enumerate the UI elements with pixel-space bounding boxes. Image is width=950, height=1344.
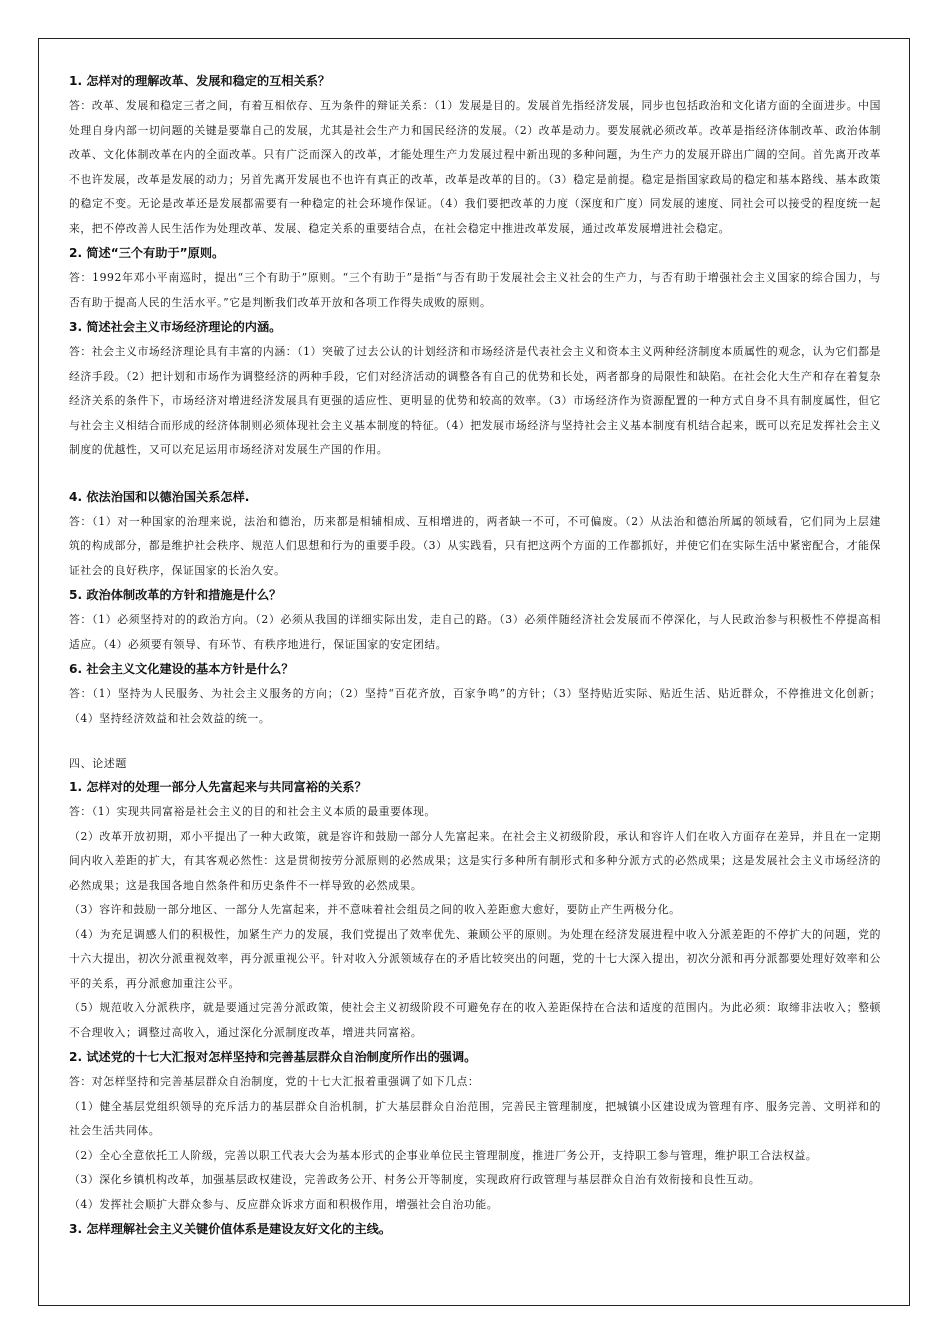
question-heading: 3. 怎样理解社会主义关键价值体系是建设友好文化的主线。	[69, 1222, 392, 1236]
answer-paragraph: 答：（1）对一种国家的治理来说，法治和德治，历来都是相辅相成、互相增进的，两者缺一不可，不可偏废。（2）从法治和德治所属的领域看，它们同为上层建筑的构成部分，都是维护社会秩序、规范人们思想和行为的重要手段。（3）从实践看，只有把这两个方面的工作都抓好，并使它们在实际生活中紧密配合，才能保证社会的良好秩序，保证国家的长治久安。	[69, 514, 881, 577]
document-body	[69, 69, 881, 1242]
spacer	[69, 731, 881, 753]
answer-paragraph: （2）全心全意依托工人阶级，完善以职工代表大会为基本形式的企事业单位民主管理制度，推进厂务公开，支持职工参与管理，维护职工合法权益。	[69, 1148, 818, 1162]
answer-paragraph: 答：1992年邓小平南巡时，提出“三个有助于”原则。“三个有助于”是指“与否有助于发展社会主义社会的生产力，与否有助于增强社会主义国家的综合国力，与否有助于提高人民的生活水平。”它是判断我们改革开放和各项工作得失成败的原则。	[69, 271, 881, 309]
question-heading: 5. 政治体制改革的方针和措施是什么？	[69, 588, 282, 602]
answer-paragraph: 答：（1）必须坚持对的的政治方向。（2）必须从我国的详细实际出发，走自己的路。（3）必须伴随经济社会发展而不停深化，与人民政治参与积极性不停提高相适应。（4）必须要有领导、有环节、有秩序地进行，保证国家的安定团结。	[69, 613, 881, 651]
answer-paragraph: 答：对怎样坚持和完善基层群众自治制度，党的十七大汇报着重强调了如下几点：	[69, 1075, 480, 1088]
answer-paragraph: （3）容许和鼓励一部分地区、一部分人先富起来，并不意味着社会组员之间的收入差距愈大愈好，要防止产生两极分化。	[69, 903, 681, 916]
answer-paragraph: 答：改革、发展和稳定三者之间，有着互相依存、互为条件的辩证关系：（1）发展是目的。发展首先指经济发展，同步也包括政治和文化诸方面的全面进步。中国处理自身内部一切问题的关键是要靠自己的发展，尤其是社会生产力和国民经济的发展。（2）改革是动力。要发展就必须改革。改革是指经济体制改革、政治体制改革、文化体制改革在内的全面改革。只有广泛而深入的改革，才能处理生产力发展过程中新出现的多种问题，为生产力的发展开辟出广阔的空间。首先离开改革不也许发展，改革是发展的动力；另首先离开发展也不也许有真正的改革，改革是改革的目的。（3）稳定是前提。稳定是指国家政局的稳定和基本路线、基本政策的稳定不变。无论是改革还是发展都需要有一种稳定的社会环境作保证。（4）我们要把改革的力度（深度和广度）同发展的速度、同社会可以接受的程度统一起来，把不停改善人民生活作为处理改革、发展、稳定关系的重要结合点，在社会稳定中推进改革发展，通过改革发展增进社会稳定。	[69, 99, 881, 235]
answer-paragraph: （3）深化乡镇机构改革，加强基层政权建设，完善政务公开、村务公开等制度，实现政府行政管理与基层群众自治有效衔接和良性互动。	[69, 1173, 761, 1186]
answer-paragraph: （1）健全基层党组织领导的充斥活力的基层群众自治机制，扩大基层群众自治范围，完善民主管理制度，把城镇小区建设成为管理有序、服务完善、文明祥和的社会生活共同体。	[69, 1099, 881, 1137]
answer-paragraph: （4）发挥社会顺扩大群众参与、反应群众诉求方面和积极作用，增强社会自治功能。	[69, 1197, 499, 1211]
section-heading: 四、论述题	[69, 757, 127, 770]
answer-paragraph: （2）改革开放初期，邓小平提出了一种大政策，就是容许和鼓励一部分人先富起来。在社会主义初级阶段，承认和容许人们在收入方面存在差异，并且在一定期间内收入差距的扩大，有其客观必然性：这是贯彻按劳分派原则的必然成果；这是实行多种所有制形式和多种分派方式的必然成果；这是发展社会主义市场经济的必然成果；这是我国各地自然条件和历史条件不一样导致的必然成果。	[69, 829, 881, 892]
question-heading: 6. 社会主义文化建设的基本方针是什么？	[69, 662, 294, 676]
answer-paragraph: （4）为充足调感人们的积极性，加紧生产力的发展，我们党提出了效率优先、兼顾公平的原则。为处理在经济发展进程中收入分派差距的不停扩大的问题，党的十六大提出，初次分派重视效率，再分派重视公平。针对收入分派领域存在的矛盾比较突出的问题，党的十七大深入提出，初次分派和再分派都要处理好效率和公平的关系，再分派愈加重注公平。	[69, 927, 881, 990]
page-border	[38, 38, 910, 1306]
answer-paragraph: 答：（1）实现共同富裕是社会主义的目的和社会主义本质的最重要体现。	[69, 805, 436, 818]
question-heading: 1. 怎样对的理解改革、发展和稳定的互相关系？	[69, 74, 331, 88]
answer-paragraph: 答：（1）坚持为人民服务、为社会主义服务的方向；（2）坚持“百花齐放，百家争鸣”的方针；（3）坚持贴近实际、贴近生活、贴近群众，不停推进文化创新；（4）坚持经济效益和社会效益的统一。	[69, 687, 881, 725]
document-blocks	[69, 73, 881, 1238]
question-heading: 4. 依法治国和以德治国关系怎样.	[69, 489, 250, 504]
question-heading: 3. 简述社会主义市场经济理论的内涵。	[69, 320, 282, 334]
answer-paragraph: 答：社会主义市场经济理论具有丰富的内涵：（1）突破了过去公认的计划经济和市场经济是代表社会主义和资本主义两种经济制度本质属性的观念，认为它们都是经济手段。（2）把计划和市场作为调整经济的两种手段，它们对经济活动的调整各有自己的优势和长处，两者都身的局限性和缺陷。在社会化大生产和存在着复杂经济关系的条件下，市场经济对增进经济发展具有更强的适应性、更明显的优势和较高的效率。（3）市场经济作为资源配置的一种方式自身不具有制度属性，但它与社会主义相结合而形成的经济体制则必须体现社会主义基本制度的特征。（4）把发展市场经济与坚持社会主义基本制度有机结合起来，既可以充足发挥社会主义制度的优越性，又可以充足运用市场经济对发展生产国的作用。	[69, 345, 881, 456]
question-heading: 2. 试述党的十七大汇报对怎样坚持和完善基层群众自治制度所作出的强调。	[69, 1050, 477, 1064]
question-heading: 1. 怎样对的处理一部分人先富起来与共同富裕的关系？	[69, 780, 367, 794]
spacer	[69, 463, 881, 485]
question-heading: 2. 简述“三个有助于”原则。	[69, 246, 225, 260]
answer-paragraph: （5）规范收入分派秩序，就是要通过完善分派政策，使社会主义初级阶段不可避免存在的收入差距保持在合法和适度的范围内。为此必须：取缔非法收入；整顿不合理收入；调整过高收入，通过深化分派制度改革，增进共同富裕。	[69, 1001, 881, 1039]
